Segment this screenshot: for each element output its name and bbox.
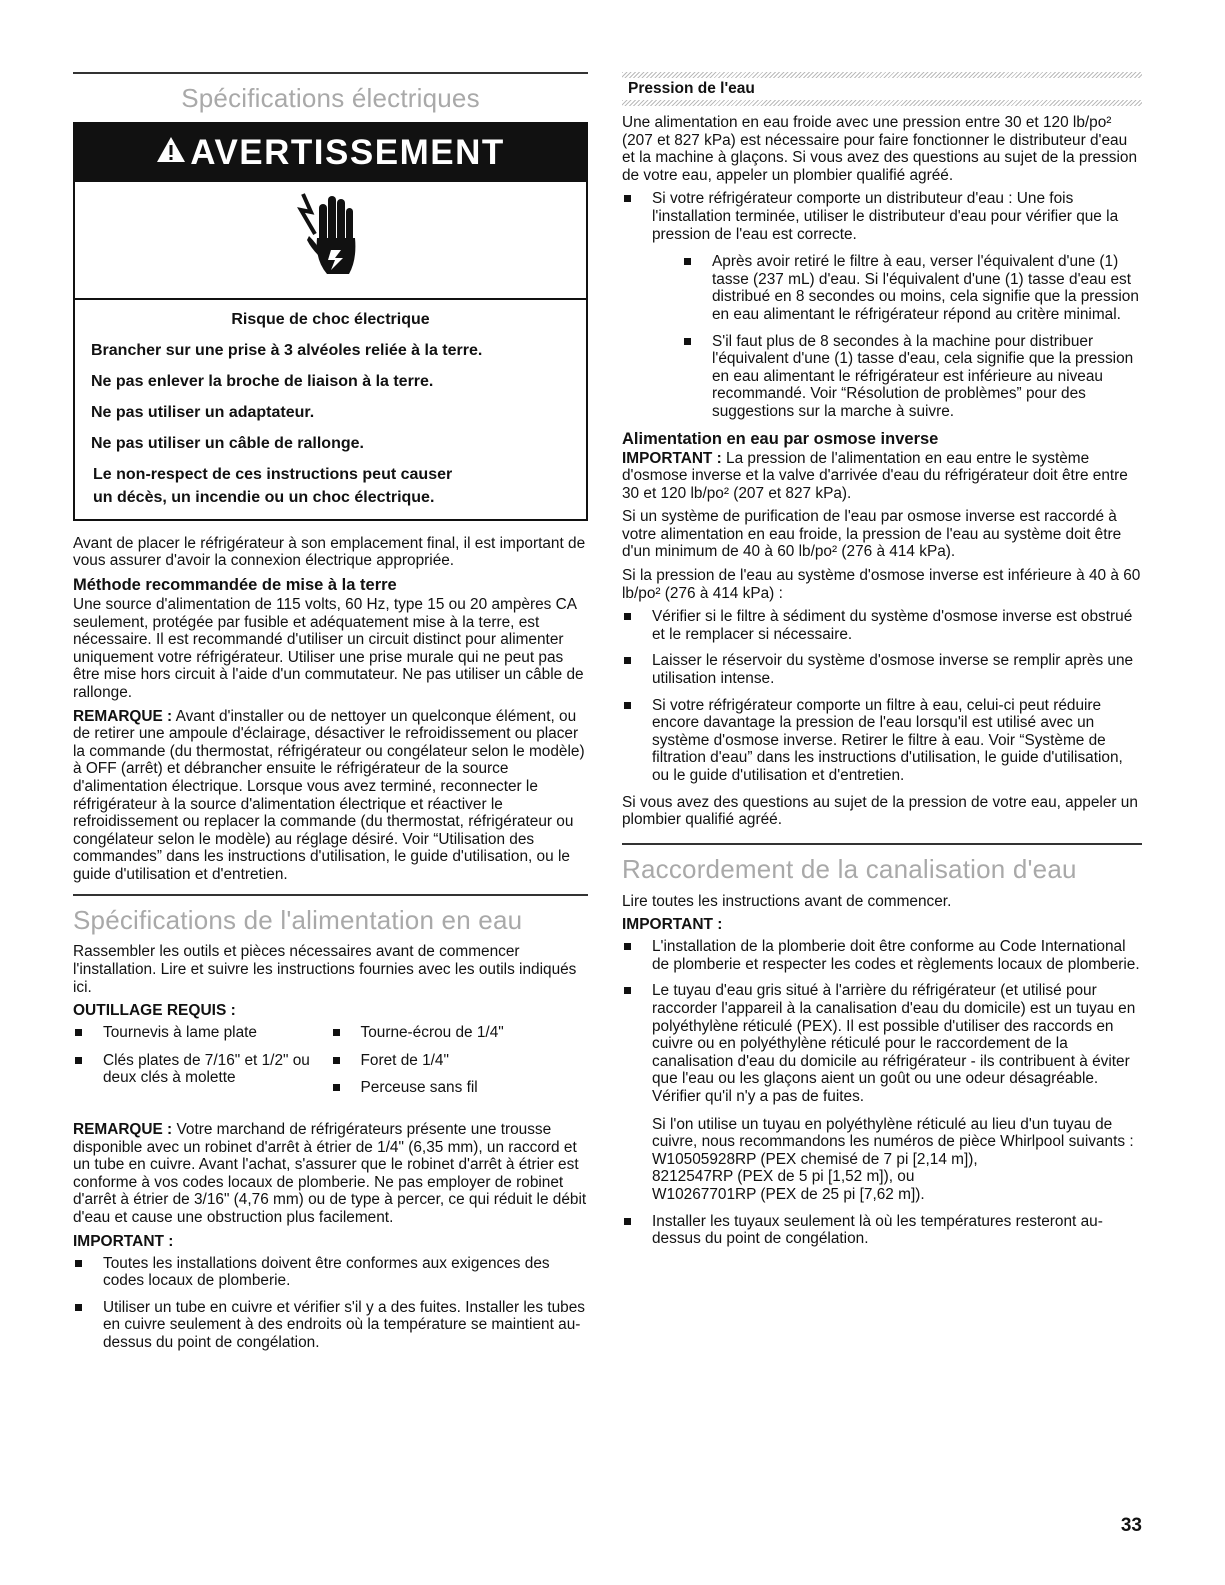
divider	[73, 72, 588, 74]
ro-paragraph: Si un système de purification de l'eau par osmose inverse est raccordé à votre alimentation en eau froide, la pression de l'eau au système doit être d'un minimum de 40 à 60 lb/po² (276 à 414 kPa).	[622, 508, 1122, 561]
electrical-intro: Avant de placer le réfrigérateur à son emplacement final, il est important de vous assurer d'avoir la connexion électrique appropriée.	[73, 534, 586, 570]
connection-list	[622, 938, 1142, 1248]
warning-consequence-1: Le non-respect de ces instructions peut causer	[93, 465, 453, 483]
water-pressure-title: Pression de l'eau	[628, 80, 755, 97]
shock-hazard-area	[75, 182, 586, 300]
dispenser-sub-item: Après avoir retiré le filtre à eau, verser l'équivalent d'une (1) tasse (237 mL) d'eau. Si l'équivalent d'une (1) tasse d'eau est distribué en 8 secondes ou moins, cela signifie que la pression en eau alimentant le réfrigérateur répond au critère minimal.	[682, 253, 1142, 323]
warning-line: Brancher sur une prise à 3 alvéoles reliée à la terre.	[91, 341, 483, 359]
water-connection-title: Raccordement de la canalisation d'eau	[622, 853, 1077, 884]
ro-important-text: La pression de l'alimentation en eau entre le système d'osmose inverse et la valve d'arrivée d'eau du réfrigérateur doit être entre 30 et 120 lb/po² (207 et 827 kPa).	[622, 449, 1128, 502]
pex-part: 8212547RP (PEX de 5 pi [1,52 m]), ou	[652, 1168, 915, 1186]
water-specs-title: Spécifications de l'alimentation en eau	[73, 904, 523, 935]
connection-intro: Lire toutes les instructions avant de commencer.	[622, 892, 952, 910]
connection-item-text: Le tuyau d'eau gris situé à l'arrière du réfrigérateur (et utilisé pour raccorder l'appareil à la canalisation d'eau du domicile) est un tuyau en polyéthylène réticulé (PEX). Il est possible d'utiliser des raccords en cuivre ou en polyéthylène réticulé pour le raccordement de la canalisation d'eau du domicile au réfrigérateur - ils contribuent à éviter que l'eau ou les glaçons aient un goût ou une odeur désagréable. Vérifier qu'il n'y a pas de fuites.	[652, 982, 1136, 1106]
pex-note	[652, 1116, 1142, 1204]
warning-risk: Risque de choc électrique	[231, 310, 430, 328]
important-list	[73, 1255, 588, 1352]
connection-item: Installer les tuyaux seulement là où les températures resteront au-dessus du point de congélation.	[622, 1213, 1142, 1248]
tools-column-1	[73, 1024, 331, 1107]
ro-item: Si votre réfrigérateur comporte un filtre à eau, celui-ci peut réduire encore davantage la pression de l'eau lorsqu'il est utilisé avec un système d'osmose inverse. Retirer le filtre à eau. Voir “Système de filtration d'eau” dans les instructions d'utilisation, le guide d'utilisation, ou le guide d'utilisation et d'entretien.	[622, 697, 1142, 785]
grounding-text: Une source d'alimentation de 115 volts, 60 Hz, type 15 ou 20 ampères CA seulement, protégée par fusible et adéquatement mise à la terre, est nécessaire. Il est recommandé d'utiliser un circuit distinct pour alimenter uniquement votre réfrigérateur. Utiliser une prise murale qui ne peut pas être mise hors circuit à l'aide d'un commutateur. Ne pas utiliser un câble de rallonge.	[73, 596, 584, 702]
divider	[622, 843, 1142, 845]
important-label: IMPORTANT :	[622, 916, 723, 934]
note-text: Avant d'installer ou de nettoyer un quelconque élément, ou de retirer une ampoule d'éclairage, désactiver le refroidissement ou placer la commande (du thermostat, réfrigérateur ou congélateur selon le modèle) à OFF (arrêt) et débrancher ensuite le réfrigérateur de la source d'alimentation électrique. Lorsque vous avez terminé, reconnecter le réfrigérateur à la source d'alimentation électrique et réactiver le refroidissement ou replacer la commande (du thermostat, réfrigérateur ou congélateur selon le modèle) au réglage désiré. Voir “Utilisation des commandes” dans les instructions d'utilisation, le guide d'utilisation, ou le guide d'utilisation et d'entretien.	[73, 707, 585, 883]
section-hatch-bar	[622, 72, 1142, 78]
pex-part: W10267701RP (PEX de 25 pi [7,62 m]).	[652, 1185, 925, 1203]
electrical-note	[73, 708, 588, 884]
dispenser-sub-item: S'il faut plus de 8 secondes à la machine pour distribuer l'équivalent d'une (1) tasse d'eau, cela signifie que la pression en eau alimentant le réfrigérateur est inférieure au niveau recommandé. Voir “Résolution de problèmes” pour des suggestions sur la marche à suivre.	[682, 333, 1142, 421]
electric-shock-hand-icon	[297, 190, 363, 282]
connection-item	[622, 982, 1142, 1203]
electrical-specs-title: Spécifications électriques	[181, 83, 480, 113]
tool-item: Clés plates de 7/16" et 1/2" ou deux clés à molette	[73, 1052, 331, 1087]
grounding-title: Méthode recommandée de mise à la terre	[73, 576, 397, 595]
important-label: IMPORTANT :	[622, 449, 722, 467]
note-text: Votre marchand de réfrigérateurs présente une trousse disponible avec un robinet d'arrêt à étrier de 1/4" (6,35 mm), un raccord et un tube en cuivre. Avant l'achat, s'assurer que le robinet d'arrêt à étrier est conforme à vos codes locaux de plomberie. Ne pas employer de robinet d'arrêt à étrier de 3/16" (4,76 mm) ou de type à percer, ce qui réduit le débit d'eau et cause une obstruction plus facilement.	[73, 1121, 587, 1226]
tool-item: Tournevis à lame plate	[73, 1024, 331, 1042]
note-label: REMARQUE :	[73, 707, 173, 725]
tools-list	[73, 1024, 588, 1113]
tool-item: Foret de 1/4"	[331, 1052, 589, 1070]
pressure-intro: Une alimentation en eau froide avec une pression entre 30 et 120 lb/po² (207 et 827 kPa) est nécessaire pour faire fonctionner le distributeur d'eau et la machine à glaçons. Si vous avez des questions au sujet de la pression de votre eau, appeler un plombier qualifié agréé.	[622, 114, 1138, 184]
water-intro: Rassembler les outils et pièces nécessaires avant de commencer l'installation. Lire et suivre les instructions fournies avec les outils indiqués ici.	[73, 943, 577, 996]
ro-item: Vérifier si le filtre à sédiment du système d'osmose inverse est obstrué et le remplacer si nécessaire.	[622, 608, 1142, 643]
warning-line: Ne pas utiliser un adaptateur.	[91, 403, 315, 421]
left-column	[73, 72, 588, 1361]
warning-consequence-2: un décès, un incendie ou un choc électrique.	[93, 488, 435, 506]
ro-closing: Si vous avez des questions au sujet de la pression de votre eau, appeler un plombier qualifié agréé.	[622, 793, 1138, 829]
dispenser-text: Si votre réfrigérateur comporte un distributeur d'eau : Une fois l'installation terminée, utiliser le distributeur d'eau pour vérifier que la pression de l'eau est correcte.	[652, 190, 1119, 243]
pex-note-intro: Si l'on utilise un tuyau en polyéthylène réticulé au lieu d'un tuyau de cuivre, nous recommandons les numéros de pièce Whirlpool suivants :	[652, 1115, 1134, 1151]
ro-list	[622, 608, 1142, 784]
dispenser-sub-list	[682, 253, 1142, 420]
pex-part: W10505928RP (PEX chemisé de 7 pi [2,14 m]),	[652, 1150, 978, 1168]
ro-paragraph: Si la pression de l'eau au système d'osmose inverse est inférieure à 40 à 60 lb/po² (276 à 414 kPa) :	[622, 567, 1141, 602]
warning-header	[75, 124, 586, 182]
warning-line: Ne pas enlever la broche de liaison à la terre.	[91, 372, 434, 390]
dispenser-item	[622, 190, 1142, 420]
divider	[73, 894, 588, 896]
warning-box	[73, 122, 588, 521]
page-number: 33	[1120, 1515, 1142, 1536]
warning-text	[75, 300, 586, 519]
important-item: Toutes les installations doivent être conformes aux exigences des codes locaux de plomberie.	[73, 1255, 588, 1290]
tools-label: OUTILLAGE REQUIS :	[73, 1002, 236, 1020]
warning-triangle-icon	[156, 123, 186, 181]
ro-item: Laisser le réservoir du système d'osmose inverse se remplir après une utilisation intense.	[622, 652, 1142, 687]
section-hatch-bar	[622, 100, 1142, 106]
reverse-osmosis-title: Alimentation en eau par osmose inverse	[622, 429, 939, 448]
connection-item: L'installation de la plomberie doit être conforme au Code International de plomberie et respecter les codes et règlements locaux de plomberie.	[622, 938, 1142, 973]
dispenser-list	[622, 190, 1142, 420]
kit-note	[73, 1121, 588, 1227]
tools-column-2	[331, 1024, 589, 1107]
warning-title: AVERTISSEMENT	[190, 132, 505, 172]
tool-item: Perceuse sans fil	[331, 1079, 589, 1097]
warning-line: Ne pas utiliser un câble de rallonge.	[91, 434, 364, 452]
right-column	[622, 72, 1142, 1257]
tool-item: Tourne-écrou de 1/4"	[331, 1024, 589, 1042]
ro-important	[622, 450, 1142, 503]
important-label: IMPORTANT :	[73, 1232, 174, 1250]
important-item: Utiliser un tube en cuivre et vérifier s'il y a des fuites. Installer les tubes en cuivre seulement à des endroits où la température se maintient au-dessus du point de congélation.	[73, 1299, 588, 1352]
note-label: REMARQUE :	[73, 1121, 173, 1139]
